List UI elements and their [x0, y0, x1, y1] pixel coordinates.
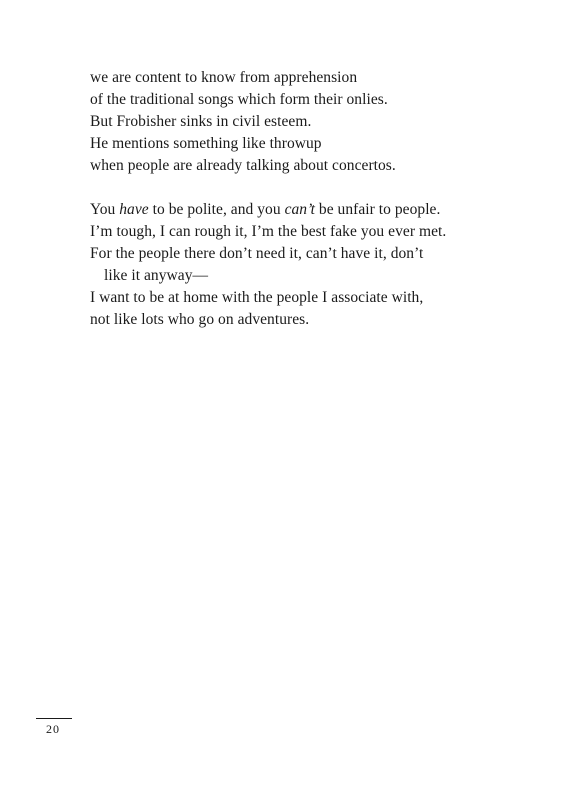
page-number-rule: [36, 718, 72, 719]
poem-line: He mentions something like throwup: [90, 135, 322, 152]
italic-word-cant: can’t: [284, 201, 315, 218]
poem-line: we are content to know from apprehension: [90, 69, 358, 86]
poem-line-with-italics: [90, 199, 530, 221]
poem-line: when people are already talking about concertos.: [90, 157, 396, 174]
line-segment: to be polite, and you: [148, 201, 285, 218]
poem-line: of the traditional songs which form their onlies.: [90, 91, 388, 108]
stanza-2: [90, 199, 530, 331]
poem-line: But Frobisher sinks in civil esteem.: [90, 113, 312, 130]
poem-line: I want to be at home with the people I associate with,: [90, 289, 424, 306]
stanza-1: [90, 67, 530, 177]
page-number: 20: [46, 722, 60, 736]
italic-word-have: have: [119, 201, 149, 218]
line-segment: You: [90, 201, 120, 218]
line-segment: be unfair to people.: [314, 201, 441, 218]
poem-line: For the people there don’t need it, can’t have it, don’t: [90, 245, 424, 262]
poem-line: not like lots who go on adventures.: [90, 311, 310, 328]
poem-line: I’m tough, I can rough it, I’m the best fake you ever met.: [90, 223, 447, 240]
poem-body: [90, 67, 530, 331]
poem-line-continuation: like it anyway—: [104, 267, 209, 284]
